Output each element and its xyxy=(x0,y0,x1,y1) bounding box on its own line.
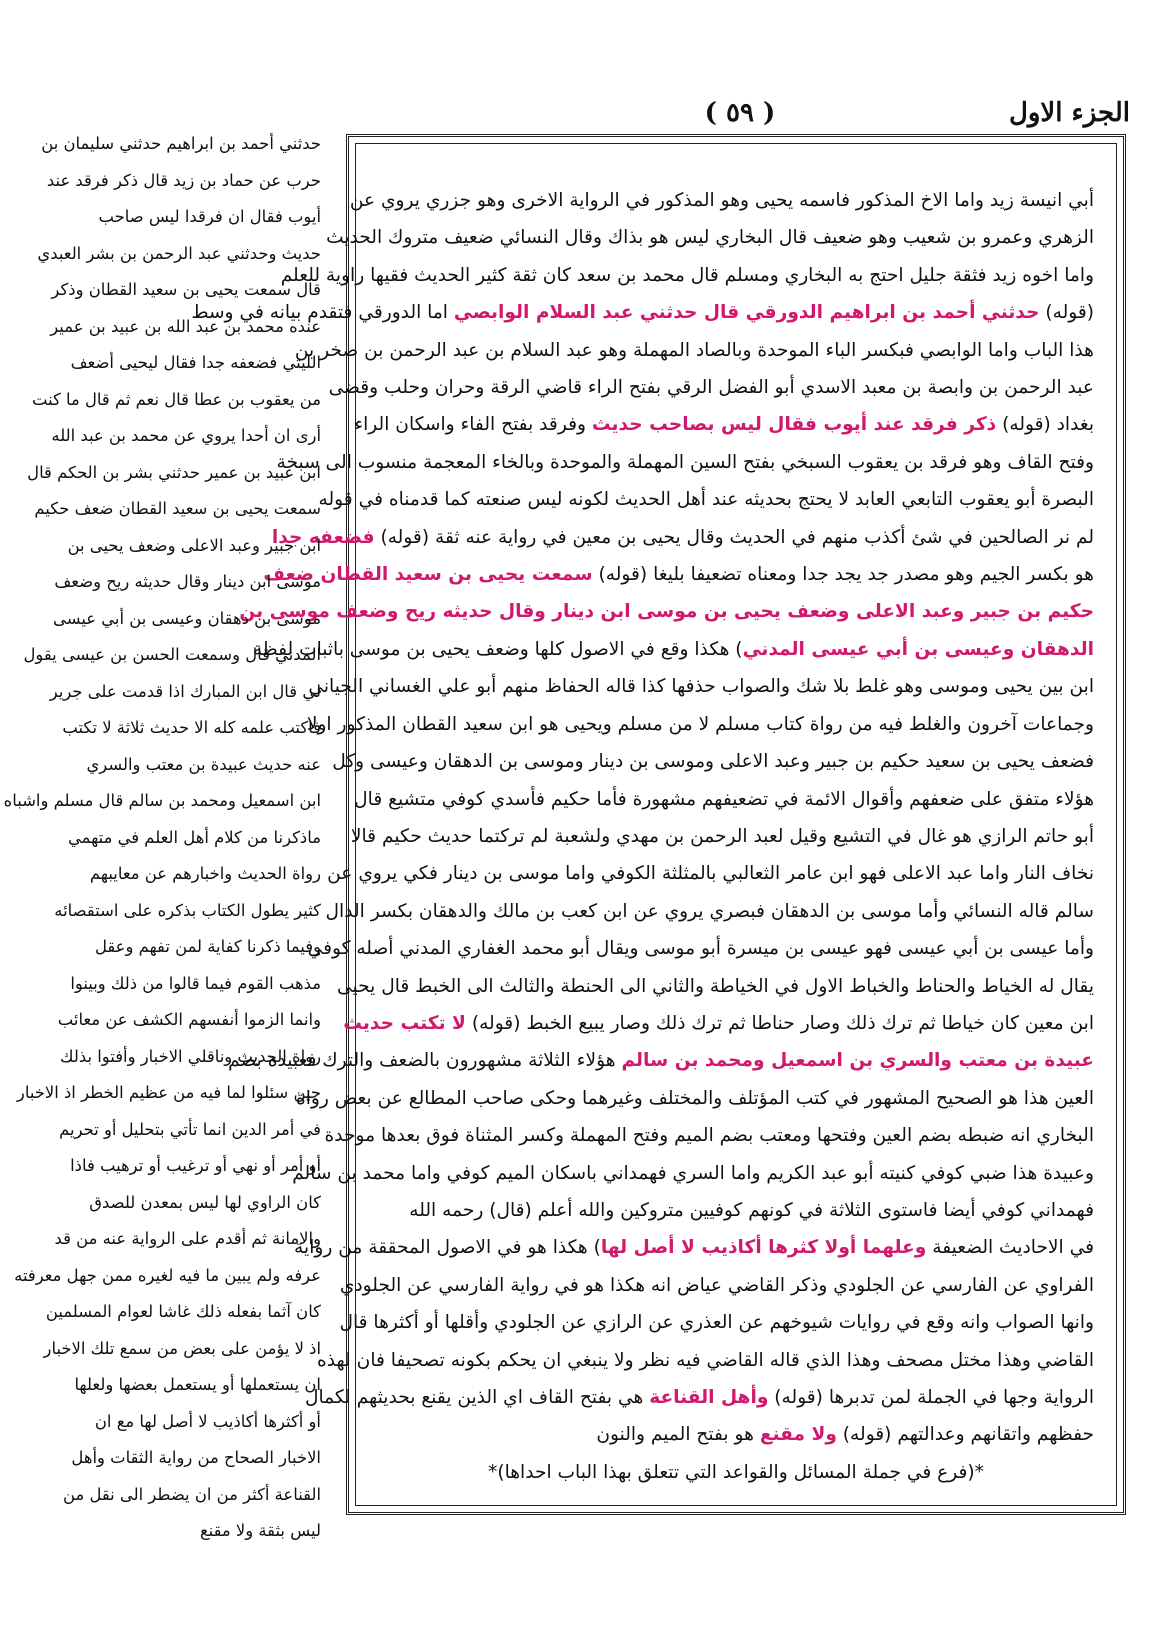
hadith-margin-column xyxy=(3,126,321,1540)
hadith-line: والامانة ثم أقدم على الرواية عنه من قد xyxy=(54,1229,321,1248)
hadith-line: كثير يطول الكتاب بذكره على استقصائه xyxy=(54,900,321,920)
quoted-text-highlight: حدثني أحمد بن ابراهيم الدورقي قال حدثني عبد السلام الوابصي xyxy=(453,302,1040,324)
commentary-line xyxy=(263,556,1094,593)
section-heading: *(فرع في جملة المسائل والقواعد التي تتعلق بهذا الباب احداها)* xyxy=(488,1461,984,1483)
hadith-line: حدثني أحمد بن ابراهيم حدثني سليمان بن xyxy=(41,134,321,153)
commentary-line: سالم قاله النسائي وأما موسى بن الدهقان فبصري يروي عن ابن كعب بن مالك والدهقان بكسر الدال xyxy=(325,900,1094,922)
hadith-line: رواة الحديث وناقلي الاخبار وأفتوا بذلك xyxy=(60,1046,321,1066)
commentary-line: الفراوي عن الفارسي عن الجلودي وذكر القاضي عياض انه هكذا هو في رواية الفارسي عن الجلودي xyxy=(339,1274,1094,1296)
commentary-line: فضعف يحيى بن سعيد حكيم بن جبير وعبد الاعلى وموسى بن دينار وموسى بن الدهقان وعيسى وكل xyxy=(332,751,1094,773)
commentary-line xyxy=(271,519,1094,556)
quoted-text-highlight: ولا مقنع xyxy=(759,1424,837,1446)
commentary-text: في الاحاديث الضعيفة xyxy=(926,1237,1094,1259)
commentary-line: عبد الرحمن بن وابصة بن معبد الاسدي أبو الفضل الرقي بفتح الراء قاضي الرقة وحران وحلب وقضى xyxy=(328,377,1094,399)
hadith-line: الليثي فضعفه جدا فقال ليحيى أضعف xyxy=(70,353,321,372)
commentary-line xyxy=(191,294,1094,331)
quoted-text-highlight: وعلهما أولا كثرها أكاذيب لا أصل لها xyxy=(600,1237,927,1259)
commentary-line: وجماعات آخرون والغلط فيه من رواة كتاب مسلم لا من مسلم ويحيى هو ابن سعيد القطان المذكور اولا xyxy=(306,713,1094,735)
commentary-text: هو بكسر الجيم وهو مصدر جد يجد جدا ومعناه تضعيفا بليغا (قوله) xyxy=(592,564,1094,586)
hadith-line: فاكتب علمه كله الا حديث ثلاثة لا تكتب xyxy=(62,718,321,737)
hadith-line: موسى ابن دينار وقال حديثه ريح وضعف xyxy=(54,572,321,591)
commentary-line: وعبيدة هذا ضبي كوفي كنيته أبو عبد الكريم واما السري فهمداني باسكان الميم كوفي واما محمد بن سالم xyxy=(292,1162,1094,1184)
commentary-text: اما الدورقي فتقدم بيانه في وسط xyxy=(191,302,454,324)
hadith-line: في أمر الدين انما تأتي بتحليل أو تحريم xyxy=(59,1119,321,1139)
commentary-line xyxy=(294,1229,1094,1266)
quoted-text-highlight: حكيم بن جبير وعبد الاعلى وضعف يحيى بن موسى ابن دينار وقال حديثه ريح وضعف موسى بن xyxy=(239,601,1094,623)
page-header xyxy=(345,96,1130,136)
commentary-line xyxy=(239,593,1094,630)
commentary-text: حفظهم واتقانهم وعدالتهم (قوله) xyxy=(836,1424,1094,1446)
hadith-line: وانما الزموا أنفسهم الكشف عن معائب xyxy=(57,1010,321,1029)
hadith-line: الاخبار الصحاح من رواية الثقات وأهل xyxy=(71,1448,321,1467)
commentary-line: نخاف النار واما عبد الاعلى فهو ابن عامر الثعالبي بالمثلثة الكوفي واما موسى بن دينار فكي يروي عن xyxy=(327,863,1094,885)
commentary-line xyxy=(252,631,1094,668)
hadith-line: القناعة أكثر من ان يضطر الى نقل من xyxy=(62,1484,321,1504)
commentary-line: فهمداني كوفي أيضا فاستوى الثلاثة في كونهم كوفيين متروكين والله أعلم (قال) رحمه الله xyxy=(409,1199,1094,1221)
commentary-line: واما اخوه زيد فثقة جليل احتج به البخاري ومسلم قال محمد بن سعد كان ثقة كثير الحديث فقيها راوية للعلم xyxy=(280,264,1094,286)
commentary-line xyxy=(304,1379,1094,1416)
quoted-text-highlight: وأهل القناعة xyxy=(649,1387,769,1408)
hadith-line: أرى ان أحدا يروي عن محمد بن عبد الله xyxy=(51,426,321,445)
commentary-line: وانها الصواب وانه وقع في روايات شيوخهم عن العذري عن الرازي عن الجلودي وأقلها أو أكثرها قال xyxy=(339,1312,1094,1334)
hadith-line: كان آثما بفعله ذلك غاشا لعوام المسلمين xyxy=(45,1302,321,1321)
hadith-line: حرب عن حماد بن زيد قال ذكر فرقد عند xyxy=(46,170,321,190)
hadith-line: اذ لا يؤمن على بعض من سمع تلك الاخبار xyxy=(43,1338,321,1358)
commentary-text: لم نر الصالحين في شئ أكذب منهم في الحديث وقال يحيى بن معين في رواية عنه ثقة (قوله) xyxy=(374,526,1094,548)
commentary-line: القاضي وهذا مختل مصحف وهذا الذي قاله القاضي فيه نظر ولا ينبغي ان يحكم بكونه تصحيفا فان لهذه xyxy=(317,1349,1094,1371)
commentary-line xyxy=(228,1042,1094,1079)
commentary-line xyxy=(343,1005,1094,1042)
quoted-text-highlight: سمعت يحيى بن سعيد القطان ضعف xyxy=(263,564,593,586)
quoted-text-highlight: لا تكتب حديث xyxy=(343,1012,466,1034)
commentary-text: (قوله) xyxy=(1039,302,1094,324)
commentary-text: ابن معين كان خياطا ثم ترك ذلك وصار حناطا ثم ترك ذلك وصار يبيع الخبط (قوله) xyxy=(465,1012,1094,1034)
commentary-line: ابن بين يحيى وموسى وهو غلط بلا شك والصواب حذفها كذا قاله الحفاظ منهم أبو علي الغساني الجياني xyxy=(308,676,1094,698)
commentary-line: هؤلاء متفق على ضعفهم وأقوال الائمة في تضعيفهم مشهورة فأما حكيم فأسدي كوفي متشيع قال xyxy=(354,788,1094,810)
hadith-line: حديث وحدثني عبد الرحمن بن بشر العبدي xyxy=(37,243,321,263)
commentary-line: العين هذا هو الصحيح المشهور في كتب المؤتلف والمختلف وغيرهما وحكى صاحب المطالع عن بعض رواة xyxy=(295,1087,1094,1109)
commentary-line: هذا الباب واما الوابصي فبكسر الباء الموحدة وبالصاد المهملة وهو عبد السلام بن عبد الرحمن بن صخر بن xyxy=(294,339,1094,361)
hadith-line: موسى بن دهقان وعيسى بن أبي عيسى xyxy=(53,608,321,628)
hadith-line: مذهب القوم فيما قالوا من ذلك وبينوا xyxy=(70,973,321,993)
commentary-text: ) هكذا وقع في الاصول كلها وضعف يحيى بن موسى باثبات لفظة xyxy=(252,638,743,660)
commentary-line: البصرة أبو يعقوب التابعي العابد لا يحتج بحديثه عند أهل الحديث لكونه ليس صنعته كما قدمناه في قوله xyxy=(318,489,1094,511)
commentary-line: وأما عيسى بن أبي عيسى فهو عيسى بن ميسرة أبو موسى ويقال أبو محمد الغفاري المدني أصله كوفي xyxy=(307,938,1094,960)
commentary-text: هو بفتح الميم والنون xyxy=(596,1424,760,1446)
commentary-text: هي بفتح القاف اي الذين يقنع بحديثهم لكمال xyxy=(304,1387,650,1408)
hadith-line: قال سمعت يحيى بن سعيد القطان وذكر xyxy=(51,280,321,299)
quoted-text-highlight: الدهقان وعيسى بن أبي عيسى المدني xyxy=(742,638,1094,660)
commentary-line xyxy=(378,1416,1094,1453)
commentary-line: الزهري وعمرو بن شعيب وهو ضعيف قال البخاري ليس هو بذاك وقال النسائي ضعيف متروك الحديث xyxy=(326,227,1094,249)
quoted-text-highlight: ذكر فرقد عند أيوب فقال ليس بصاحب حديث xyxy=(591,414,997,436)
hadith-line: عرفه ولم يبين ما فيه لغيره ممن جهل معرفته xyxy=(14,1265,321,1285)
hadith-line: سمعت يحيى بن سعيد القطان ضعف حكيم xyxy=(34,499,321,518)
hadith-line: المدني قال وسمعت الحسن بن عيسى يقول xyxy=(23,645,321,664)
hadith-line: أو أكثرها أكاذيب لا أصل لها مع ان xyxy=(94,1411,321,1431)
commentary-text: وفرقد بفتح الفاء واسكان الراء xyxy=(354,414,592,436)
commentary-text: بغداد (قوله) xyxy=(996,414,1094,436)
hadith-line: لي قال ابن المبارك اذا قدمت على جرير xyxy=(49,681,321,701)
page-number: ( ٥٩ ) xyxy=(704,98,776,128)
commentary-line: أبو حاتم الرازي هو غال في التشيع وقيل لعبد الرحمن بن مهدي ولشعبة لم تركتما حديث حكيم قالا xyxy=(350,825,1094,847)
hadith-line: أو أمر أو نهي أو ترغيب أو ترهيب فاذا xyxy=(70,1156,321,1175)
hadith-line: من يعقوب بن عطا قال نعم ثم قال ما كنت xyxy=(31,389,321,409)
hadith-line: رواة الحديث واخبارهم عن معايبهم xyxy=(89,864,321,883)
hadith-line: ابن جبير وعبد الاعلى وضعف يحيى بن xyxy=(67,535,321,555)
hadith-line: أيوب فقال ان فرقدا ليس صاحب xyxy=(98,207,321,226)
commentary-text: هؤلاء الثلاثة مشهورون بالضعف والترك فعبيدة بضم xyxy=(228,1050,622,1072)
volume-title: الجزء الاول xyxy=(1008,98,1130,128)
commentary-line xyxy=(354,406,1094,443)
hadith-line: عنه حديث عبيدة بن معتب والسري xyxy=(86,754,321,774)
hadith-line: ماذكرنا من كلام أهل العلم في متهمي xyxy=(67,827,321,847)
hadith-line: كان الراوي لها ليس بمعدن للصدق xyxy=(89,1192,321,1212)
quoted-text-highlight: عبيدة بن معتب والسري بن اسمعيل ومحمد بن سالم xyxy=(621,1050,1094,1072)
hadith-line: ابن اسمعيل ومحمد بن سالم قال مسلم واشباه xyxy=(3,791,321,810)
commentary-line: أبي انيسة زيد واما الاخ المذكور فاسمه يحيى وهو المذكور في الرواية الاخرى وهو جزري يروي عن xyxy=(349,190,1094,211)
hadith-line: حين سئلوا لما فيه من عظيم الخطر اذ الاخبار xyxy=(16,1083,321,1102)
commentary-text: الرواية وجها في الجملة لمن تدبرها (قوله) xyxy=(768,1387,1094,1408)
hadith-line: ابن عبيد بن عمير حدثني بشر بن الحكم قال xyxy=(27,462,321,482)
commentary-line: يقال له الخياط والحناط والخباط الاول في الخياطة والثاني الى الحنطة والثالث الى الخبط قال يحيى xyxy=(337,975,1094,997)
quoted-text-highlight: فضعفه جدا xyxy=(271,526,375,548)
hadith-line: ليس بثقة ولا مقنع xyxy=(199,1521,321,1540)
hadith-line: عنده محمد بن عبد الله بن عبيد بن عمير xyxy=(50,316,321,336)
hadith-line: ان يستعملها أو يستعمل بعضها ولعلها xyxy=(74,1375,321,1394)
commentary-line: البخاري انه ضبطه بضم العين وفتحها ومعتب بضم الميم وفتح المهملة وكسر المثناة فوق بعدها موحدة xyxy=(324,1125,1094,1147)
commentary-text: ) هكذا هو في الاصول المحققة من رواية xyxy=(294,1237,601,1259)
hadith-line: وفيما ذكرنا كفاية لمن تفهم وعقل xyxy=(94,937,321,956)
commentary-line: وفتح القاف وهو فرقد بن يعقوب السبخي بفتح السين المهملة والموحدة وبالخاء المعجمة منسوب الى سبخة xyxy=(276,451,1094,473)
